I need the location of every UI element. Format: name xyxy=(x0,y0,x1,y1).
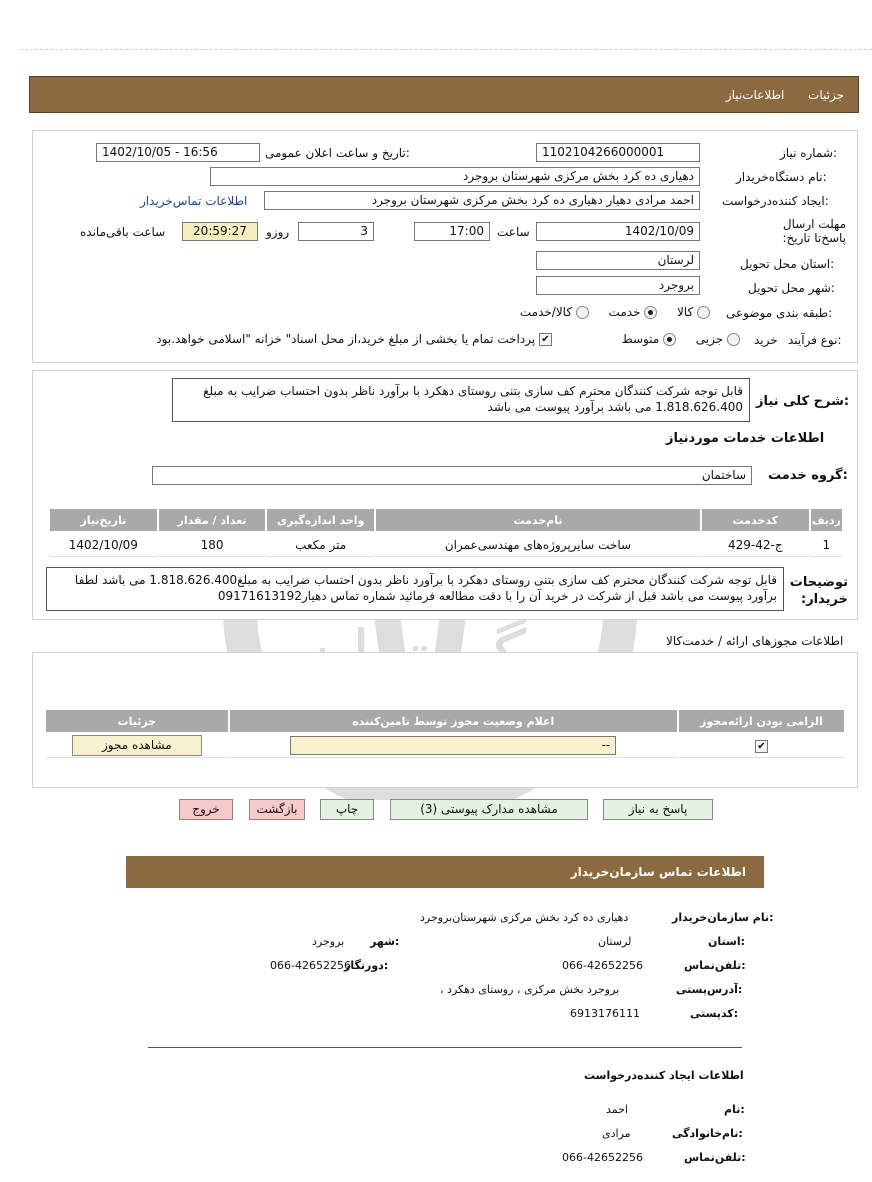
need-number-field: 1102104266000001 xyxy=(536,143,700,162)
announce-field: 1402/10/05 - 16:56 xyxy=(96,143,260,162)
creator-phone-value: 066-42652256 xyxy=(562,1151,643,1164)
col-row: ردیف xyxy=(811,509,842,531)
buyer-org-field: دهیاری ده کرد بخش مرکزی شهرستان بروجرد xyxy=(210,167,700,186)
radio-goods[interactable] xyxy=(697,306,710,319)
group-field: ساختمان xyxy=(152,466,752,485)
payment-checkbox[interactable]: ✔ xyxy=(539,333,552,346)
radio-service-label: خدمت xyxy=(608,305,641,319)
top-divider xyxy=(20,49,872,50)
creator-label: ایجاد کننده‌درخواست: xyxy=(722,194,829,208)
cell-code: ج-42-429 xyxy=(702,533,809,557)
buyer-notes-label: توضیحات خریدار: xyxy=(789,575,848,607)
col-mandatory: الزامی بودن ارائه‌مجوز xyxy=(679,710,844,732)
process-label: نوع فرآیند: xyxy=(788,333,842,347)
creator-name-label: نام: xyxy=(724,1103,745,1116)
creator-family-value: مرادی xyxy=(602,1127,631,1140)
radio-medium-label: متوسط xyxy=(621,332,660,346)
contact-org-value: دهیاری ده کرد بخش مرکزی شهرستان‌بروجرد xyxy=(420,911,629,924)
permits-table-header xyxy=(46,710,844,732)
cell-qty: 180 xyxy=(159,533,266,557)
contact-city-label: شهر: xyxy=(370,935,400,948)
contact-divider xyxy=(148,1047,742,1048)
back-button[interactable]: بازگشت xyxy=(249,799,305,820)
process-buy: خرید xyxy=(754,333,778,347)
contact-province-value: لرستان xyxy=(598,935,632,948)
buyer-contact-link[interactable]: اطلاعات تماس‌خریدار xyxy=(140,194,248,208)
col-name: نام‌خدمت xyxy=(376,509,700,531)
contact-address-label: آدرس‌پستی: xyxy=(676,983,743,996)
services-table xyxy=(48,507,844,559)
contact-phone-value: 066-42652256 xyxy=(562,959,643,972)
contact-fax-value: 066-42652256 xyxy=(270,959,351,972)
description-text: قابل توجه شرکت کنندگان محترم کف سازی بتنی روستای دهکرد با برآورد ناظر بدون احتساب ضرایب به مبلغ 1.818.626.400 می باشد برآورد پیوست می باشد xyxy=(172,378,750,422)
category-options xyxy=(470,305,710,319)
city-field: بروجرد xyxy=(536,276,700,295)
contact-province-label: استان: xyxy=(708,935,746,948)
buyer-notes-text: قابل توجه شرکت کنندگان محترم کف سازی بتنی روستای دهکرد با برآورد ناظر بدون احتساب ضرایب به مبلغ1.818.626.400 می باشد لطفا برآورد پیوست می باشد قبل از شرکت در خرید آن را با دقت مطالعه فرمائید شماره تماس دهیار09171613192 xyxy=(46,567,784,611)
view-permit-button[interactable]: مشاهده مجوز xyxy=(72,735,202,756)
province-field: لرستان xyxy=(536,251,700,270)
reply-button[interactable]: پاسخ به نیاز xyxy=(603,799,713,820)
deadline-date-field: 1402/10/09 xyxy=(536,222,700,241)
tab-need-info[interactable]: اطلاعات‌نیاز xyxy=(725,88,785,102)
creator-section-title: اطلاعات ایجاد کننده‌درخواست xyxy=(584,1069,744,1082)
payment-note-row xyxy=(104,332,552,346)
print-button[interactable]: چاپ xyxy=(320,799,374,820)
col-qty: تعداد / مقدار xyxy=(159,509,266,531)
attachments-button[interactable]: مشاهده مدارک پیوستی (3) xyxy=(390,799,588,820)
col-details: جزئیات xyxy=(46,710,228,732)
cell-name: ساخت سایرپروژه‌های مهندسی‌عمران xyxy=(376,533,700,557)
cell-row: 1 xyxy=(811,533,842,557)
contact-fax-label: دورنگار: xyxy=(344,959,389,972)
services-title: اطلاعات خدمات موردنیاز xyxy=(666,431,825,446)
contact-org-label: نام سازمان‌خریدار: xyxy=(672,911,774,924)
col-unit: واحد اندازه‌گیری xyxy=(267,509,374,531)
cell-date: 1402/10/09 xyxy=(50,533,157,557)
process-options xyxy=(590,332,740,346)
deadline-time-field: 17:00 xyxy=(414,222,490,241)
creator-phone-label: تلفن‌تماس: xyxy=(684,1151,746,1164)
contact-phone-label: تلفن‌تماس: xyxy=(684,959,746,972)
contact-city-value: بروجرد xyxy=(312,935,345,948)
buyer-org-label: نام دستگاه‌خریدار: xyxy=(736,170,827,184)
permits-title: اطلاعات مجوزهای ارائه / خدمت‌کالا xyxy=(666,634,844,648)
col-status: اعلام وضعیت مجوز توسط تامین‌کننده xyxy=(230,710,677,732)
radio-goods-service[interactable] xyxy=(576,306,589,319)
contact-postal-label: کدپستی: xyxy=(690,1007,739,1020)
cell-status xyxy=(230,734,677,758)
days-label: روزو xyxy=(266,225,290,239)
deadline-label: مهلت ارسال پاسخ‌تا تاریخ: xyxy=(782,217,846,245)
payment-note: پرداخت تمام یا بخشی از مبلغ خرید،از محل اسناد" خزانه "اسلامی خواهد.بود xyxy=(156,332,536,346)
days-field: 3 xyxy=(298,222,374,241)
permits-table xyxy=(44,708,846,760)
status-field[interactable]: -- xyxy=(290,736,616,755)
city-label: شهر محل تحویل: xyxy=(748,281,835,295)
table-row xyxy=(46,734,844,758)
remaining-label: ساعت باقی‌مانده xyxy=(80,225,166,239)
cell-details xyxy=(46,734,228,758)
group-label: گروه خدمت: xyxy=(768,468,848,483)
col-date: تاریخ‌نیاز xyxy=(50,509,157,531)
radio-service[interactable] xyxy=(644,306,657,319)
radio-goods-label: کالا xyxy=(676,305,694,319)
need-number-label: شماره نیاز: xyxy=(780,146,838,160)
radio-goods-service-label: کالا/خدمت xyxy=(519,305,573,319)
contact-address-value: ، بروجرد بخش مرکزی ، روستای دهکرد xyxy=(440,983,620,996)
creator-name-value: احمد xyxy=(606,1103,628,1116)
radio-minor[interactable] xyxy=(727,333,740,346)
description-label: شرح کلی نیاز: xyxy=(756,394,850,409)
mandatory-checkbox: ✔ xyxy=(755,740,768,753)
cell-mandatory xyxy=(679,734,844,758)
creator-family-label: نام‌خانوادگی: xyxy=(672,1127,743,1140)
hour-label: ساعت xyxy=(497,225,530,239)
creator-field: احمد مرادی دهیار دهیاری ده کرد بخش مرکزی شهرستان بروجرد xyxy=(264,191,700,210)
category-label: طبقه بندی موضوعی: xyxy=(726,306,833,320)
table-row xyxy=(50,533,842,557)
radio-minor-label: جزیی xyxy=(695,332,724,346)
radio-medium[interactable] xyxy=(663,333,676,346)
contact-header: اطلاعات تماس سازمان‌خریدار xyxy=(126,856,764,888)
tab-details[interactable]: جزئیات xyxy=(808,88,844,102)
col-code: کدخدمت xyxy=(702,509,809,531)
announce-label: تاریخ و ساعت اعلان عمومی: xyxy=(265,146,410,160)
cell-unit: متر مکعب xyxy=(267,533,374,557)
province-label: استان محل تحویل: xyxy=(740,257,835,271)
exit-button[interactable]: خروج xyxy=(179,799,233,820)
need-form-panel xyxy=(32,130,858,363)
contact-postal-value: 6913176111 xyxy=(570,1007,640,1020)
remaining-time-field: 20:59:27 xyxy=(182,222,258,241)
services-table-header xyxy=(50,509,842,531)
page-header xyxy=(29,76,859,113)
